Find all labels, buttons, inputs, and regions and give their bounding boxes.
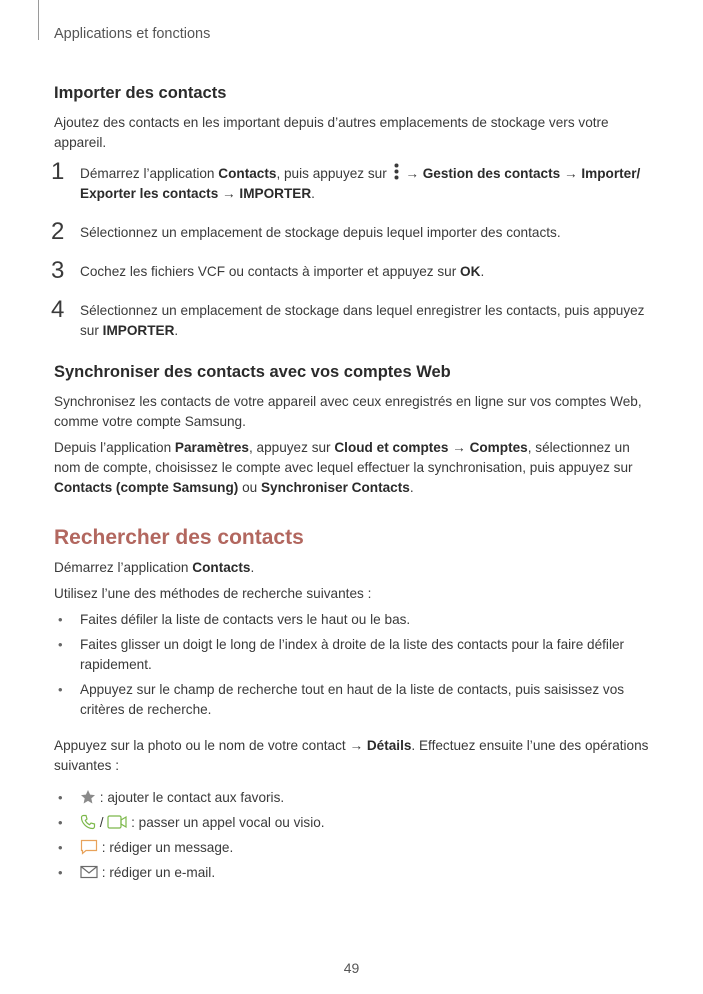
sync-paragraph-2	[54, 438, 649, 498]
import-step-3	[51, 257, 649, 284]
list-item	[54, 635, 649, 675]
step-text: Démarrez l’application	[80, 166, 219, 181]
import-step-1	[51, 158, 649, 204]
list-item-text: Faites glisser un doigt le long de l’index à droite de la liste des contacts pour la faire défiler rapidement.	[80, 637, 625, 672]
import-export-label: Importer/ Exporter les contacts	[80, 166, 641, 201]
step-text: .	[480, 264, 485, 279]
accounts-label: Comptes	[469, 440, 528, 455]
arrow-text: →	[218, 186, 240, 201]
import-label: IMPORTER	[239, 186, 312, 201]
text: . Effectuez ensuite l’une des opérations suivantes :	[54, 738, 649, 773]
manage-contacts-label: Gestion des contacts	[422, 166, 561, 181]
list-item	[54, 788, 649, 808]
import-label: IMPORTER	[102, 323, 175, 338]
text: .	[250, 560, 255, 575]
text: Appuyez sur la photo ou le nom de votre contact →	[54, 738, 367, 753]
text: , sélectionnez un nom de compte, choisissez le compte avec lequel effectuer la synchronisation, puis appuyez sur	[54, 440, 633, 475]
sync-paragraph-1: Synchronisez les contacts de votre appareil avec ceux enregistrés en ligne sur vos comptes Web, comme votre compte Samsung.	[54, 394, 642, 429]
text: .	[409, 480, 414, 495]
text: ou	[238, 480, 261, 495]
list-item	[54, 863, 649, 883]
text: Depuis l’application	[54, 440, 175, 455]
phone-icon	[80, 814, 96, 830]
text: , appuyez sur	[248, 440, 335, 455]
search-paragraph-1	[54, 558, 649, 578]
step-text: Cochez les fichiers VCF ou contacts à importer et appuyez sur	[80, 264, 461, 279]
import-step-4	[51, 296, 649, 341]
search-title: Rechercher des contacts	[54, 526, 304, 549]
samsung-contacts-label: Contacts (compte Samsung)	[54, 480, 239, 495]
step-text: Sélectionnez un emplacement de stockage dans lequel enregistrer les contacts, puis appuyez sur	[80, 303, 645, 338]
section-header: Applications et fonctions	[54, 26, 211, 42]
bullet-icon: •	[58, 865, 63, 880]
slash-text: /	[96, 815, 108, 830]
step-text: , puis appuyez sur	[276, 166, 391, 181]
page-content	[51, 84, 649, 893]
details-label: Détails	[366, 738, 412, 753]
sync-title: Synchroniser des contacts avec vos comptes Web	[54, 363, 451, 381]
bullet-icon: •	[58, 790, 63, 805]
action-text: : rédiger un e-mail.	[98, 865, 216, 880]
contacts-label: Contacts	[218, 166, 277, 181]
import-title: Importer des contacts	[54, 84, 227, 102]
bullet-icon: •	[58, 637, 63, 652]
bullet-icon: •	[58, 612, 63, 627]
more-options-icon	[394, 163, 399, 180]
step-text: Sélectionnez un emplacement de stockage depuis lequel importer des contacts.	[80, 225, 561, 240]
video-call-icon	[107, 814, 127, 830]
message-icon	[80, 839, 98, 855]
search-paragraph-3	[54, 736, 649, 776]
step-number: 4	[51, 296, 65, 323]
arrow-text: →	[560, 166, 582, 181]
arrow-text: →	[448, 440, 470, 455]
bullet-icon: •	[58, 840, 63, 855]
cloud-accounts-label: Cloud et comptes	[334, 440, 449, 455]
action-text: : rédiger un message.	[98, 840, 234, 855]
step-number: 3	[51, 257, 65, 284]
list-item	[54, 680, 649, 720]
bullet-icon: •	[58, 815, 63, 830]
step-number: 1	[51, 158, 65, 185]
list-item-text: Appuyez sur le champ de recherche tout en haut de la liste de contacts, puis saisissez vos critères de recherche.	[80, 682, 625, 717]
settings-label: Paramètres	[174, 440, 249, 455]
arrow-text: →	[401, 166, 423, 181]
list-item	[54, 813, 649, 833]
action-text: : ajouter le contact aux favoris.	[96, 790, 285, 805]
email-icon	[80, 864, 98, 880]
search-paragraph-2: Utilisez l’une des méthodes de recherche suivantes :	[54, 586, 372, 601]
list-item	[54, 610, 649, 630]
star-icon	[80, 789, 96, 805]
page-number: 49	[343, 960, 360, 976]
list-item-text: Faites défiler la liste de contacts vers le haut ou le bas.	[80, 612, 411, 627]
import-intro: Ajoutez des contacts en les important depuis d’autres emplacements de stockage vers votre appareil.	[54, 115, 609, 150]
contact-actions-list	[54, 788, 649, 883]
bullet-icon: •	[58, 682, 63, 697]
contacts-label: Contacts	[192, 560, 251, 575]
step-text: .	[174, 323, 179, 338]
ok-label: OK	[460, 264, 481, 279]
search-methods-list	[54, 610, 649, 720]
import-steps	[51, 158, 649, 341]
header-rule	[38, 0, 39, 40]
action-text: : passer un appel vocal ou visio.	[127, 815, 325, 830]
list-item	[54, 838, 649, 858]
sync-contacts-label: Synchroniser Contacts	[260, 480, 410, 495]
text: Démarrez l’application	[54, 560, 193, 575]
step-text: .	[311, 186, 315, 201]
step-number: 2	[51, 218, 65, 245]
import-step-2	[51, 218, 649, 245]
